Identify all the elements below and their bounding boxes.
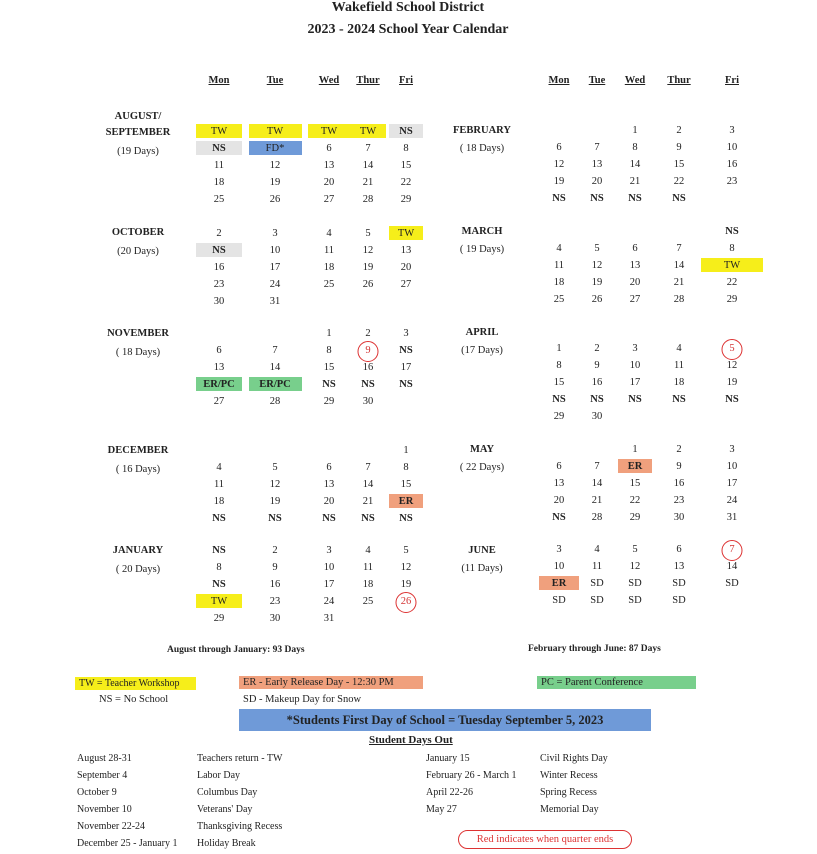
calendar-day: 9 [365, 345, 371, 356]
calendar-day: 6 [676, 544, 682, 555]
month-name-december: DECEMBER [107, 445, 169, 456]
calendar-day: 20 [591, 176, 603, 187]
calendar-day: 24 [269, 279, 281, 290]
calendar-day: 13 [323, 160, 335, 171]
calendar-day: 20 [629, 277, 641, 288]
calendar-day: 13 [400, 245, 412, 256]
calendar-day: NS [552, 193, 566, 204]
calendar-day: NS [212, 513, 226, 524]
days-out-right-events [540, 750, 608, 818]
month-days-january: ( 20 Days) [115, 564, 161, 575]
month-name-may: MAY [469, 444, 495, 455]
calendar-day: 4 [594, 544, 600, 555]
calendar-day: 13 [553, 478, 565, 489]
calendar-day: NS [590, 193, 604, 204]
calendar-day: 13 [323, 479, 335, 490]
calendar-day: 9 [594, 360, 600, 371]
calendar-day: SD [590, 578, 604, 589]
days-out-item: October 9 [77, 787, 117, 798]
calendar-day: 14 [362, 479, 374, 490]
calendar-day: 30 [213, 296, 225, 307]
days-out-item: Labor Day [197, 770, 241, 781]
month-name-september: SEPTEMBER [105, 127, 171, 138]
calendar-day: 27 [213, 396, 225, 407]
calendar-day: 8 [632, 142, 638, 153]
calendar-day: 29 [553, 411, 565, 422]
days-out-item: Winter Recess [540, 770, 598, 781]
calendar-day: 21 [629, 176, 641, 187]
calendar-day: 7 [272, 345, 278, 356]
calendar-day: 6 [326, 462, 332, 473]
calendar-day: 15 [553, 377, 565, 388]
calendar-day: NS [322, 513, 336, 524]
calendar-day: 17 [726, 478, 738, 489]
month-days-june: (11 Days) [461, 563, 503, 574]
days-out-item: Civil Rights Day [540, 753, 608, 764]
calendar-day: 4 [556, 243, 562, 254]
days-out-item: Spring Recess [540, 787, 597, 798]
calendar-day: 22 [400, 177, 412, 188]
calendar-day: 6 [216, 345, 222, 356]
calendar-day: NS [552, 512, 566, 523]
calendar-day: 8 [729, 243, 735, 254]
calendar-day: TW [210, 596, 228, 607]
calendar-day: 6 [556, 142, 562, 153]
calendar-day: 28 [362, 194, 374, 205]
calendar-day: 19 [553, 176, 565, 187]
calendar-day: 3 [403, 328, 409, 339]
calendar-day: TW [723, 260, 741, 271]
calendar-day: 6 [556, 461, 562, 472]
calendar-day: 13 [673, 561, 685, 572]
calendar-day: 11 [213, 160, 225, 171]
calendar-day: 7 [676, 243, 682, 254]
calendar-day: 18 [213, 496, 225, 507]
month-name-march: MARCH [461, 226, 503, 237]
calendar-day: 12 [629, 561, 641, 572]
day-header-mon: Mon [548, 75, 570, 86]
totals-right: February through June: 87 Days [528, 644, 661, 654]
calendar-day: 9 [676, 142, 682, 153]
calendar-day: 10 [323, 562, 335, 573]
totals-left: August through January: 93 Days [167, 645, 305, 655]
calendar-day: 19 [400, 579, 412, 590]
calendar-day: 15 [323, 362, 335, 373]
calendar-title: 2023 - 2024 School Year Calendar [307, 22, 509, 37]
calendar-day: 4 [365, 545, 371, 556]
calendar-day: 3 [272, 228, 278, 239]
day-header-thur: Thur [667, 75, 691, 86]
calendar-day: SD [672, 578, 686, 589]
days-out-item: November 10 [77, 804, 132, 815]
calendar-day: 1 [403, 445, 409, 456]
days-out-item: December 25 - January 1 [77, 838, 178, 849]
calendar-day: 2 [676, 444, 682, 455]
calendar-day: 5 [365, 228, 371, 239]
days-out-item: April 22-26 [426, 787, 473, 798]
calendar-day: 18 [553, 277, 565, 288]
days-out-item: Holiday Break [197, 838, 256, 849]
calendar-day: NS [628, 394, 642, 405]
calendar-day: 18 [673, 377, 685, 388]
calendar-day: 25 [213, 194, 225, 205]
calendar-day: 14 [673, 260, 685, 271]
calendar-day: 20 [400, 262, 412, 273]
calendar-day: ER [398, 496, 414, 507]
days-out-title: Student Days Out [369, 734, 453, 746]
legend-snow-makeup: SD - Makeup Day for Snow [243, 694, 362, 705]
days-out-item: Memorial Day [540, 804, 599, 815]
calendar-day: 26 [400, 596, 412, 607]
days-out-item: February 26 - March 1 [426, 770, 517, 781]
calendar-day: 2 [594, 343, 600, 354]
month-name-april: APRIL [465, 327, 499, 338]
calendar-day: 12 [553, 159, 565, 170]
calendar-day: 1 [632, 125, 638, 136]
month-days-march: ( 19 Days) [459, 244, 505, 255]
calendar-day: 2 [676, 125, 682, 136]
month-days-february: ( 18 Days) [459, 143, 505, 154]
calendar-day: ER [627, 461, 643, 472]
calendar-day: 14 [269, 362, 281, 373]
calendar-day: 9 [272, 562, 278, 573]
calendar-day: 10 [553, 561, 565, 572]
calendar-day: 14 [591, 478, 603, 489]
days-out-right-dates [426, 750, 517, 818]
calendar-day: 10 [726, 461, 738, 472]
calendar-day: 28 [591, 512, 603, 523]
calendar-day: 30 [269, 613, 281, 624]
days-out-item: Veterans' Day [197, 804, 253, 815]
calendar-day: 1 [556, 343, 562, 354]
calendar-day: 18 [323, 262, 335, 273]
calendar-day: NS [212, 579, 226, 590]
days-out-left-events [197, 750, 282, 852]
calendar-day: 21 [362, 496, 374, 507]
calendar-day: 5 [594, 243, 600, 254]
calendar-day: 19 [269, 177, 281, 188]
calendar-day: 3 [326, 545, 332, 556]
days-out-left-dates [77, 750, 178, 852]
red-note-text: Red indicates when quarter ends [476, 834, 614, 845]
calendar-day: 2 [365, 328, 371, 339]
calendar-day: TW [210, 126, 228, 137]
calendar-day: 7 [594, 461, 600, 472]
month-name-october: OCTOBER [111, 227, 165, 238]
calendar-day: TW [397, 228, 415, 239]
calendar-day: NS [361, 513, 375, 524]
calendar-day: 9 [676, 461, 682, 472]
calendar-day: 17 [629, 377, 641, 388]
calendar-day: 11 [591, 561, 603, 572]
days-out-item: May 27 [426, 804, 457, 815]
calendar-day: SD [725, 578, 739, 589]
calendar-day: 13 [629, 260, 641, 271]
calendar-day: 14 [362, 160, 374, 171]
calendar-day: 21 [362, 177, 374, 188]
day-header-fri: Fri [399, 75, 413, 86]
calendar-day: 12 [269, 479, 281, 490]
calendar-day: ER/PC [259, 379, 291, 390]
calendar-day: 19 [362, 262, 374, 273]
legend-parent-conference: PC = Parent Conference [537, 676, 696, 689]
calendar-day: 11 [213, 479, 225, 490]
month-days-november: ( 18 Days) [115, 347, 161, 358]
calendar-day: NS [399, 513, 413, 524]
calendar-day: 30 [362, 396, 374, 407]
month-days-october: (20 Days) [117, 246, 159, 257]
calendar-day: 13 [213, 362, 225, 373]
calendar-day: TW [266, 126, 284, 137]
calendar-day: 29 [400, 194, 412, 205]
calendar-day: 5 [272, 462, 278, 473]
calendar-day: 5 [632, 544, 638, 555]
calendar-day: 8 [403, 143, 409, 154]
calendar-day: 24 [323, 596, 335, 607]
calendar-day: 30 [591, 411, 603, 422]
calendar-day: NS [552, 394, 566, 405]
day-header-tue: Tue [588, 75, 606, 86]
days-out-item: January 15 [426, 753, 470, 764]
day-header-fri: Fri [725, 75, 739, 86]
calendar-day: SD [672, 595, 686, 606]
day-header-wed: Wed [318, 75, 340, 86]
calendar-day: 19 [269, 496, 281, 507]
calendar-day: 31 [323, 613, 335, 624]
calendar-day: FD* [265, 143, 285, 154]
day-header-tue: Tue [266, 75, 284, 86]
calendar-day: 25 [323, 279, 335, 290]
calendar-day: 15 [673, 159, 685, 170]
calendar-day: SD [628, 578, 642, 589]
calendar-day: 2 [216, 228, 222, 239]
calendar-day: 4 [216, 462, 222, 473]
calendar-day: 22 [673, 176, 685, 187]
calendar-day: 16 [269, 579, 281, 590]
calendar-day: 3 [729, 444, 735, 455]
calendar-day: 7 [594, 142, 600, 153]
days-out-item: November 22-24 [77, 821, 146, 832]
calendar-day: 2 [272, 545, 278, 556]
days-out-item: Teachers return - TW [197, 753, 283, 764]
month-name-february: FEBRUARY [453, 125, 511, 136]
calendar-day: 31 [269, 296, 281, 307]
calendar-day: 3 [729, 125, 735, 136]
calendar-day: 28 [269, 396, 281, 407]
calendar-day: 21 [591, 495, 603, 506]
calendar-day: 4 [326, 228, 332, 239]
calendar-day: 29 [629, 512, 641, 523]
calendar-day: 8 [403, 462, 409, 473]
calendar-day: 14 [726, 561, 738, 572]
month-name-june: JUNE [468, 545, 496, 556]
month-name-august: AUGUST/ [114, 111, 162, 122]
legend-teacher-workshop: TW = Teacher Workshop [75, 677, 196, 690]
calendar-day: NS [212, 545, 226, 556]
calendar-day: 12 [269, 160, 281, 171]
calendar-day: 15 [400, 160, 412, 171]
calendar-day: NS [399, 345, 413, 356]
calendar-day: 28 [673, 294, 685, 305]
calendar-day: 6 [326, 143, 332, 154]
calendar-day: 22 [726, 277, 738, 288]
calendar-day: 25 [553, 294, 565, 305]
days-out-item: Columbus Day [197, 787, 258, 798]
calendar-day: 16 [213, 262, 225, 273]
calendar-day: 15 [400, 479, 412, 490]
calendar-day: NS [725, 226, 739, 237]
calendar-day: ER/PC [203, 379, 235, 390]
days-out-item: Thanksgiving Recess [197, 821, 283, 832]
calendar-day: NS [361, 379, 375, 390]
calendar-day: 10 [726, 142, 738, 153]
month-days-december: ( 16 Days) [115, 464, 161, 475]
calendar-day: 6 [632, 243, 638, 254]
calendar-day: NS [212, 143, 226, 154]
legend-no-school: NS = No School [99, 694, 169, 705]
calendar-day: 5 [403, 545, 409, 556]
month-days-august: (19 Days) [117, 146, 159, 157]
month-days-may: ( 22 Days) [459, 462, 505, 473]
month-days-april: (17 Days) [461, 345, 503, 356]
calendar-day: 26 [591, 294, 603, 305]
calendar-day: 23 [213, 279, 225, 290]
calendar-day: 19 [726, 377, 738, 388]
calendar-day: 16 [362, 362, 374, 373]
calendar-day: 8 [216, 562, 222, 573]
calendar-day: 4 [676, 343, 682, 354]
calendar-day: NS [590, 394, 604, 405]
calendar-day: TW [359, 126, 377, 137]
calendar-day: 25 [362, 596, 374, 607]
calendar-day: 29 [323, 396, 335, 407]
calendar-day: 7 [729, 544, 735, 555]
calendar-day: 16 [726, 159, 738, 170]
calendar-day: 12 [591, 260, 603, 271]
calendar-day: SD [552, 595, 566, 606]
calendar-day: 20 [323, 177, 335, 188]
calendar-day: 12 [362, 245, 374, 256]
calendar-day: 19 [591, 277, 603, 288]
calendar-day: 7 [365, 462, 371, 473]
calendar-day: 1 [632, 444, 638, 455]
month-name-november: NOVEMBER [107, 328, 169, 339]
calendar-day: 18 [213, 177, 225, 188]
day-header-mon: Mon [208, 75, 230, 86]
calendar-day: 18 [362, 579, 374, 590]
calendar-day: 20 [553, 495, 565, 506]
calendar-day: ER [551, 578, 567, 589]
days-out-item: August 28-31 [77, 753, 132, 764]
first-day-banner: *Students First Day of School = Tuesday September 5, 2023 [239, 709, 651, 731]
calendar-day: 29 [213, 613, 225, 624]
calendar-day: 17 [269, 262, 281, 273]
calendar-day: 16 [591, 377, 603, 388]
calendar-day: NS [399, 379, 413, 390]
calendar-day: NS [628, 193, 642, 204]
calendar-day: 15 [629, 478, 641, 489]
days-out-item: September 4 [77, 770, 128, 781]
calendar-day: 11 [553, 260, 565, 271]
calendar-day: SD [628, 595, 642, 606]
calendar-day: NS [212, 245, 226, 256]
calendar-day: NS [322, 379, 336, 390]
calendar-day: 27 [629, 294, 641, 305]
calendar-day: NS [268, 513, 282, 524]
calendar-day: 10 [629, 360, 641, 371]
calendar-day: 17 [400, 362, 412, 373]
calendar-day: 11 [362, 562, 374, 573]
calendar-day: NS [399, 126, 413, 137]
calendar-day: 7 [365, 143, 371, 154]
calendar-day: 14 [629, 159, 641, 170]
calendar-day: 11 [673, 360, 685, 371]
calendar-day: 16 [673, 478, 685, 489]
month-name-january: JANUARY [112, 545, 164, 556]
calendar-day: 12 [726, 360, 738, 371]
calendar-day: 8 [326, 345, 332, 356]
calendar-day: 26 [269, 194, 281, 205]
calendar-day: 1 [326, 328, 332, 339]
calendar-day: 11 [323, 245, 335, 256]
calendar-day: 12 [400, 562, 412, 573]
calendar-day: NS [672, 394, 686, 405]
calendar-day: 29 [726, 294, 738, 305]
calendar-day: 3 [632, 343, 638, 354]
calendar-day: 23 [269, 596, 281, 607]
calendar-day: 26 [362, 279, 374, 290]
red-note [458, 830, 632, 849]
calendar-day: 27 [400, 279, 412, 290]
calendar-day: 3 [556, 544, 562, 555]
calendar-day: 31 [726, 512, 738, 523]
calendar-day: 21 [673, 277, 685, 288]
calendar-day: SD [590, 595, 604, 606]
calendar-day: 10 [269, 245, 281, 256]
legend-early-release: ER - Early Release Day - 12:30 PM [239, 676, 423, 689]
calendar-day: TW [320, 126, 338, 137]
day-header-thur: Thur [356, 75, 380, 86]
calendar-day: 17 [323, 579, 335, 590]
calendar-day: 30 [673, 512, 685, 523]
calendar-day: 22 [629, 495, 641, 506]
calendar-day: 8 [556, 360, 562, 371]
calendar-day: NS [672, 193, 686, 204]
district-title: Wakefield School District [331, 0, 485, 15]
calendar-day: 23 [726, 176, 738, 187]
calendar-day: 23 [673, 495, 685, 506]
calendar-day: 5 [729, 343, 735, 354]
calendar-day: 27 [323, 194, 335, 205]
calendar-day: 13 [591, 159, 603, 170]
calendar-day: 20 [323, 496, 335, 507]
calendar-day: 24 [726, 495, 738, 506]
day-header-wed: Wed [624, 75, 646, 86]
calendar-day: NS [725, 394, 739, 405]
